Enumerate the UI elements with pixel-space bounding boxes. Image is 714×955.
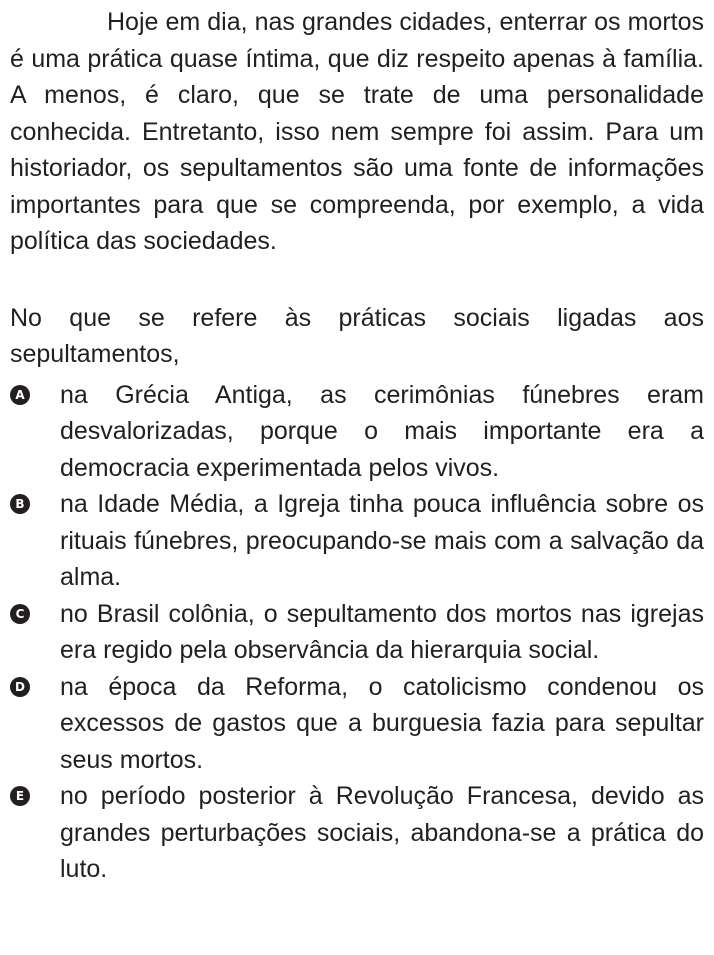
option-e-text: no período posterior à Revolução Francesa, devido as grandes perturbações sociais, abandona-se a prática do luto. — [60, 782, 704, 883]
option-b[interactable] — [10, 486, 704, 596]
option-c[interactable] — [10, 596, 704, 669]
option-a-text: na Grécia Antiga, as cerimônias fúnebres eram desvalorizadas, porque o mais importante era a democracia experimentada pelos vivos. — [60, 380, 704, 482]
option-a[interactable] — [10, 377, 704, 487]
option-b-text: na Idade Média, a Igreja tinha pouca influência sobre os rituais fúnebres, preocupando-se mais com a salvação da alma. — [60, 490, 704, 591]
option-e-letter-icon: E — [10, 786, 30, 806]
text-paragraph: Hoje em dia, nas grandes cidades, enterrar os mortos é uma prática quase íntima, que diz respeito apenas à família. A menos, é claro, que se trate de uma personalidade conhecida. Entretanto, isso nem sempre foi assim. Para um historiador, os sepultamentos são uma fonte de informações importantes para que se compreenda, por exemplo, a vida política das sociedades. — [10, 8, 704, 255]
option-c-text: no Brasil colônia, o sepultamento dos mortos nas igrejas era regido pela observância da hierarquia social. — [60, 599, 704, 664]
option-d-text: na época da Reforma, o catolicismo condenou os excessos de gastos que a burguesia fazia para sepultar seus mortos. — [60, 672, 704, 774]
option-c-letter-icon: C — [10, 604, 30, 624]
option-e[interactable] — [10, 778, 704, 888]
option-d-letter-icon: D — [10, 677, 30, 697]
question-stem: No que se refere às práticas sociais ligadas aos sepultamentos, — [10, 303, 704, 368]
option-d[interactable] — [10, 669, 704, 779]
option-a-letter-icon: A — [10, 385, 30, 405]
option-b-letter-icon: B — [10, 494, 30, 514]
options-list — [10, 377, 704, 888]
